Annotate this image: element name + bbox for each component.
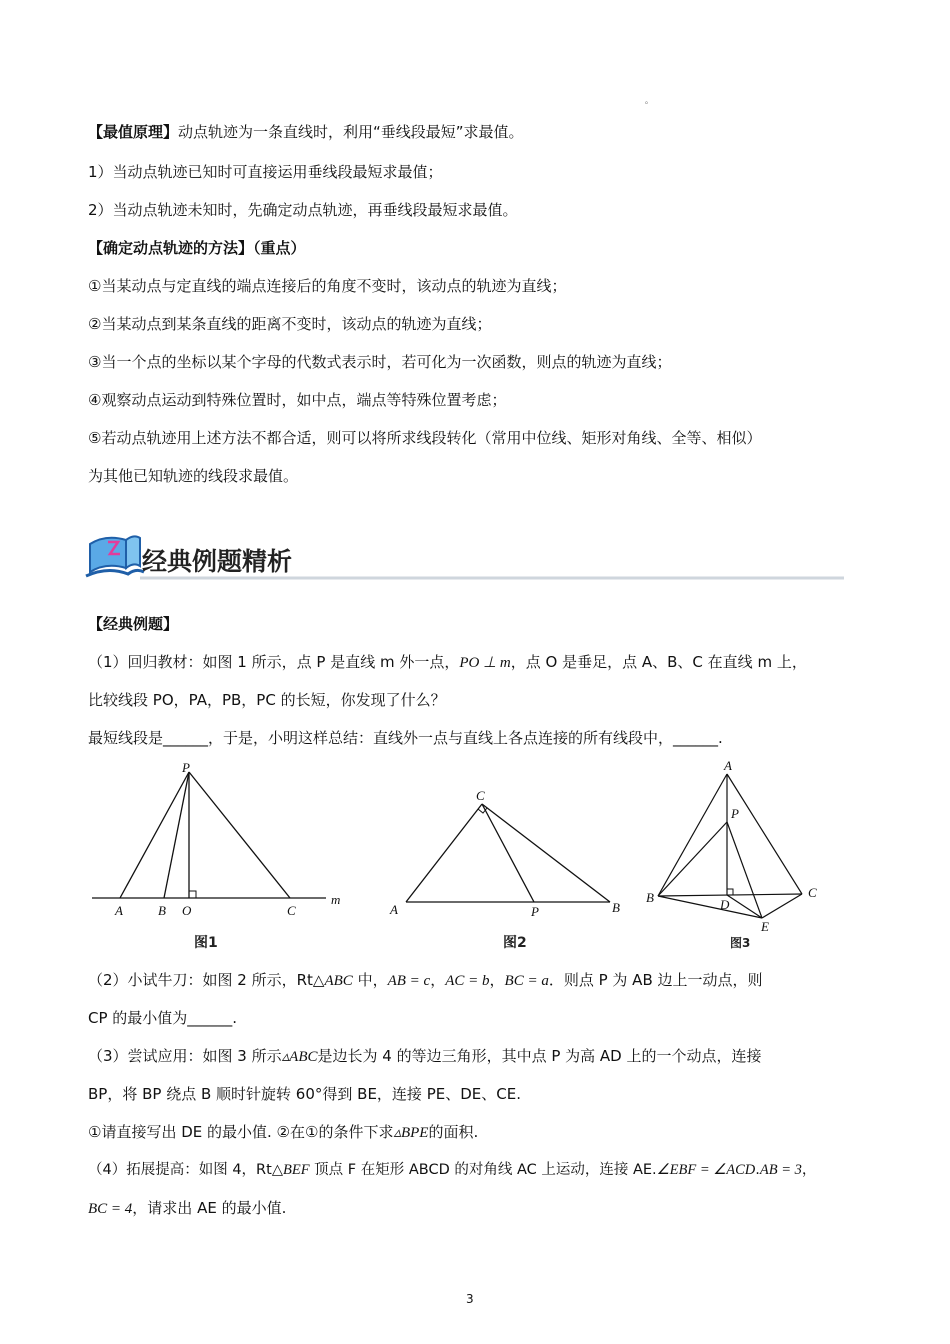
- p2-sep-1: ，: [430, 971, 446, 989]
- example-3-line-1: [88, 1046, 762, 1067]
- example-1-line-1: [88, 652, 807, 673]
- p3-text-d: ①请直接写出 DE 的最小值. ②在①的条件下求: [88, 1123, 394, 1141]
- method-3: ③当一个点的坐标以某个字母的代数式表示时，若可化为一次函数，则点的轨迹为直线；: [88, 353, 672, 371]
- right-angle-mark: [727, 889, 733, 895]
- label-p: P: [531, 904, 539, 919]
- label-p: P: [731, 806, 739, 821]
- method-4: ④观察动点运动到特殊位置时，如中点，端点等特殊位置考虑；: [88, 391, 507, 409]
- section-title: 经典例题精析: [142, 547, 293, 576]
- p4-angle: ∠EBF = ∠ACD: [656, 1162, 756, 1178]
- p3-abc: ▵ABC: [281, 1049, 318, 1065]
- p4-text-c: ，请求出 AE 的最小值.: [132, 1199, 287, 1217]
- p1-text-b: ，点 O 是垂足，点 A、B、C 在直线 m 上，: [510, 653, 807, 671]
- example-3-line-3: [88, 1122, 478, 1143]
- principle-item-2: 2）当动点轨迹未知时，先确定动点轨迹，再垂线段最短求最值。: [88, 201, 518, 219]
- p3-text-e: 的面积.: [428, 1123, 479, 1141]
- label-d: D: [720, 897, 730, 912]
- label-c: C: [476, 788, 485, 803]
- figure-2-caption: 图2: [503, 935, 527, 951]
- method-5-line-1: ⑤若动点轨迹用上述方法不都合适，则可以将所求线段转化（常用中位线、矩形对角线、全等、相似）: [88, 429, 762, 447]
- right-angle-mark: [189, 891, 196, 898]
- segment-pe: [727, 822, 762, 918]
- page-number: 3: [466, 1292, 474, 1306]
- segment-pc: [189, 772, 290, 898]
- p2-eq-ac: AC = b: [445, 973, 490, 989]
- label-a: A: [724, 758, 732, 773]
- label-b: B: [612, 900, 620, 915]
- example-1-line-3: 最短线段是______，于是，小明这样总结：直线外一点与直线上各点连接的所有线段中，______.: [88, 729, 723, 747]
- p4-bc: BC = 4: [88, 1201, 133, 1217]
- figure-1-caption: 图1: [194, 935, 218, 951]
- label-b: B: [646, 890, 654, 905]
- method-1: ①当某动点与定直线的端点连接后的角度不变时，该动点的轨迹为直线；: [88, 277, 567, 295]
- p4-ab: AB = 3: [759, 1162, 802, 1178]
- book-icon: [86, 536, 144, 576]
- method-5-line-2: 为其他已知轨迹的线段求最值。: [88, 467, 299, 485]
- p1-text-a: （1）回归教材：如图 1 所示，点 P 是直线 m 外一点，: [88, 653, 460, 671]
- p2-abc: ABC: [324, 973, 353, 989]
- label-e: E: [761, 919, 769, 934]
- example-3-line-2: BP，将 BP 绕点 B 顺时针旋转 60°得到 BE，连接 PE、DE、CE.: [88, 1085, 521, 1103]
- label-m: m: [331, 892, 341, 907]
- example-heading: 【经典例题】: [88, 615, 179, 633]
- header-mark: 。: [645, 96, 653, 105]
- segment-ac: [727, 774, 802, 894]
- label-p: P: [182, 760, 190, 775]
- figure-3: [640, 756, 830, 936]
- p2-sep-2: ，: [489, 971, 505, 989]
- label-o: O: [182, 903, 192, 918]
- principle-text: 动点轨迹为一条直线时，利用“垂线段最短”求最值。: [178, 123, 524, 141]
- segment-pa: [120, 772, 189, 898]
- figure-3-caption: 图3: [730, 936, 751, 950]
- p4-text-a: （4）拓展提高：如图 4，Rt△: [88, 1162, 283, 1178]
- example-4-line-1: [88, 1160, 816, 1180]
- p2-eq-ab: AB = c: [387, 973, 431, 989]
- example-4-line-2: [88, 1198, 286, 1219]
- p3-bpe: ▵BPE: [393, 1125, 429, 1141]
- label-a: A: [115, 903, 123, 918]
- p4-dot: .: [755, 1162, 760, 1178]
- p2-text-b: 中，: [352, 971, 388, 989]
- label-c: C: [287, 903, 296, 918]
- p1-perp: PO ⊥ m: [459, 655, 511, 671]
- example-2-line-2: CP 的最小值为______.: [88, 1009, 238, 1027]
- principle-heading: 【最值原理】: [88, 123, 179, 141]
- p3-text-b: 是边长为 4 的等边三角形，其中点 P 为高 AD 上的一个动点，连接: [317, 1047, 762, 1065]
- figure-2: [382, 784, 632, 924]
- segment-cp: [482, 804, 534, 902]
- segment-be: [658, 896, 762, 918]
- p4-bef: BEF: [282, 1162, 310, 1178]
- principle-item-1: 1）当动点轨迹已知时可直接运用垂线段最短求最值；: [88, 163, 443, 181]
- example-2-line-1: [88, 970, 763, 991]
- principle-line: [88, 122, 524, 142]
- segment-bc: [658, 894, 802, 896]
- label-b: B: [158, 903, 166, 918]
- p2-eq-bc: BC = a: [504, 973, 549, 989]
- p3-text-a: （3）尝试应用：如图 3 所示: [88, 1047, 282, 1065]
- label-a: A: [390, 902, 398, 917]
- method-2: ②当某动点到某条直线的距离不变时，该动点的轨迹为直线；: [88, 315, 492, 333]
- methods-heading: 【确定动点轨迹的方法】（重点）: [88, 239, 306, 257]
- p4-comma: ，: [801, 1162, 817, 1178]
- segment-ab: [658, 774, 727, 896]
- segment-ac: [406, 804, 482, 902]
- p4-text-b: 顶点 F 在矩形 ABCD 的对角线 AC 上运动，连接 AE.: [309, 1162, 657, 1178]
- segment-pb: [164, 772, 189, 898]
- figure-1: [88, 758, 358, 924]
- segment-bp: [658, 822, 727, 896]
- label-c: C: [808, 885, 817, 900]
- p2-text-a: （2）小试牛刀：如图 2 所示，Rt△: [88, 971, 325, 989]
- p2-text-c: ．则点 P 为 AB 边上一动点，则: [548, 971, 763, 989]
- example-1-line-2: 比较线段 PO，PA，PB，PC 的长短，你发现了什么？: [88, 691, 446, 709]
- segment-cb: [482, 804, 610, 902]
- segment-ce: [762, 894, 802, 918]
